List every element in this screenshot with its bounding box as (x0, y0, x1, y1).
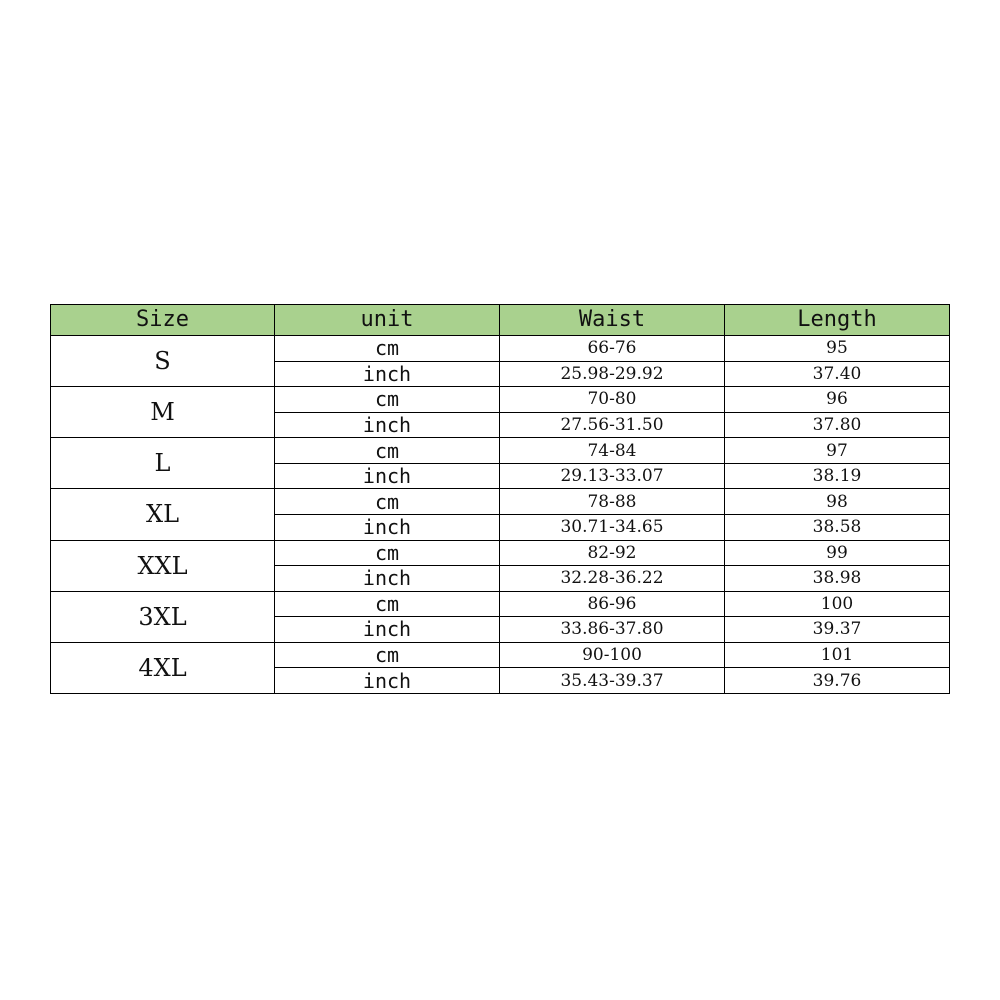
header-length: Length (725, 305, 950, 336)
waist-cell: 66-76 (500, 336, 725, 362)
length-cell: 37.40 (725, 361, 950, 387)
unit-cell: cm (275, 540, 500, 566)
waist-cell: 74-84 (500, 438, 725, 464)
length-cell: 38.19 (725, 463, 950, 489)
table-row (51, 591, 950, 617)
header-size: Size (51, 305, 275, 336)
unit-cell: inch (275, 412, 500, 438)
unit-cell: inch (275, 668, 500, 694)
length-cell: 100 (725, 591, 950, 617)
size-cell: XXL (51, 540, 275, 591)
waist-cell: 25.98-29.92 (500, 361, 725, 387)
table-row (51, 642, 950, 668)
table-row (51, 438, 950, 464)
size-cell: 3XL (51, 591, 275, 642)
size-cell: 4XL (51, 642, 275, 693)
header-unit: unit (275, 305, 500, 336)
size-cell: S (51, 336, 275, 387)
length-cell: 95 (725, 336, 950, 362)
length-cell: 39.37 (725, 617, 950, 643)
unit-cell: cm (275, 387, 500, 413)
table-row (51, 336, 950, 362)
unit-cell: cm (275, 336, 500, 362)
length-cell: 37.80 (725, 412, 950, 438)
size-chart-table (50, 304, 950, 694)
unit-cell: inch (275, 514, 500, 540)
table-row (51, 489, 950, 515)
waist-cell: 35.43-39.37 (500, 668, 725, 694)
waist-cell: 33.86-37.80 (500, 617, 725, 643)
header-waist: Waist (500, 305, 725, 336)
unit-cell: cm (275, 489, 500, 515)
waist-cell: 30.71-34.65 (500, 514, 725, 540)
length-cell: 97 (725, 438, 950, 464)
waist-cell: 32.28-36.22 (500, 566, 725, 592)
unit-cell: inch (275, 361, 500, 387)
waist-cell: 90-100 (500, 642, 725, 668)
size-cell: L (51, 438, 275, 489)
length-cell: 96 (725, 387, 950, 413)
unit-cell: cm (275, 642, 500, 668)
length-cell: 38.98 (725, 566, 950, 592)
size-cell: M (51, 387, 275, 438)
unit-cell: inch (275, 566, 500, 592)
unit-cell: cm (275, 591, 500, 617)
unit-cell: cm (275, 438, 500, 464)
table-row (51, 540, 950, 566)
table-row (51, 387, 950, 413)
header-row (51, 305, 950, 336)
waist-cell: 86-96 (500, 591, 725, 617)
waist-cell: 78-88 (500, 489, 725, 515)
length-cell: 101 (725, 642, 950, 668)
waist-cell: 70-80 (500, 387, 725, 413)
unit-cell: inch (275, 617, 500, 643)
size-cell: XL (51, 489, 275, 540)
unit-cell: inch (275, 463, 500, 489)
length-cell: 38.58 (725, 514, 950, 540)
length-cell: 99 (725, 540, 950, 566)
length-cell: 98 (725, 489, 950, 515)
waist-cell: 27.56-31.50 (500, 412, 725, 438)
length-cell: 39.76 (725, 668, 950, 694)
waist-cell: 82-92 (500, 540, 725, 566)
table-body (51, 336, 950, 694)
table-header (51, 305, 950, 336)
waist-cell: 29.13-33.07 (500, 463, 725, 489)
